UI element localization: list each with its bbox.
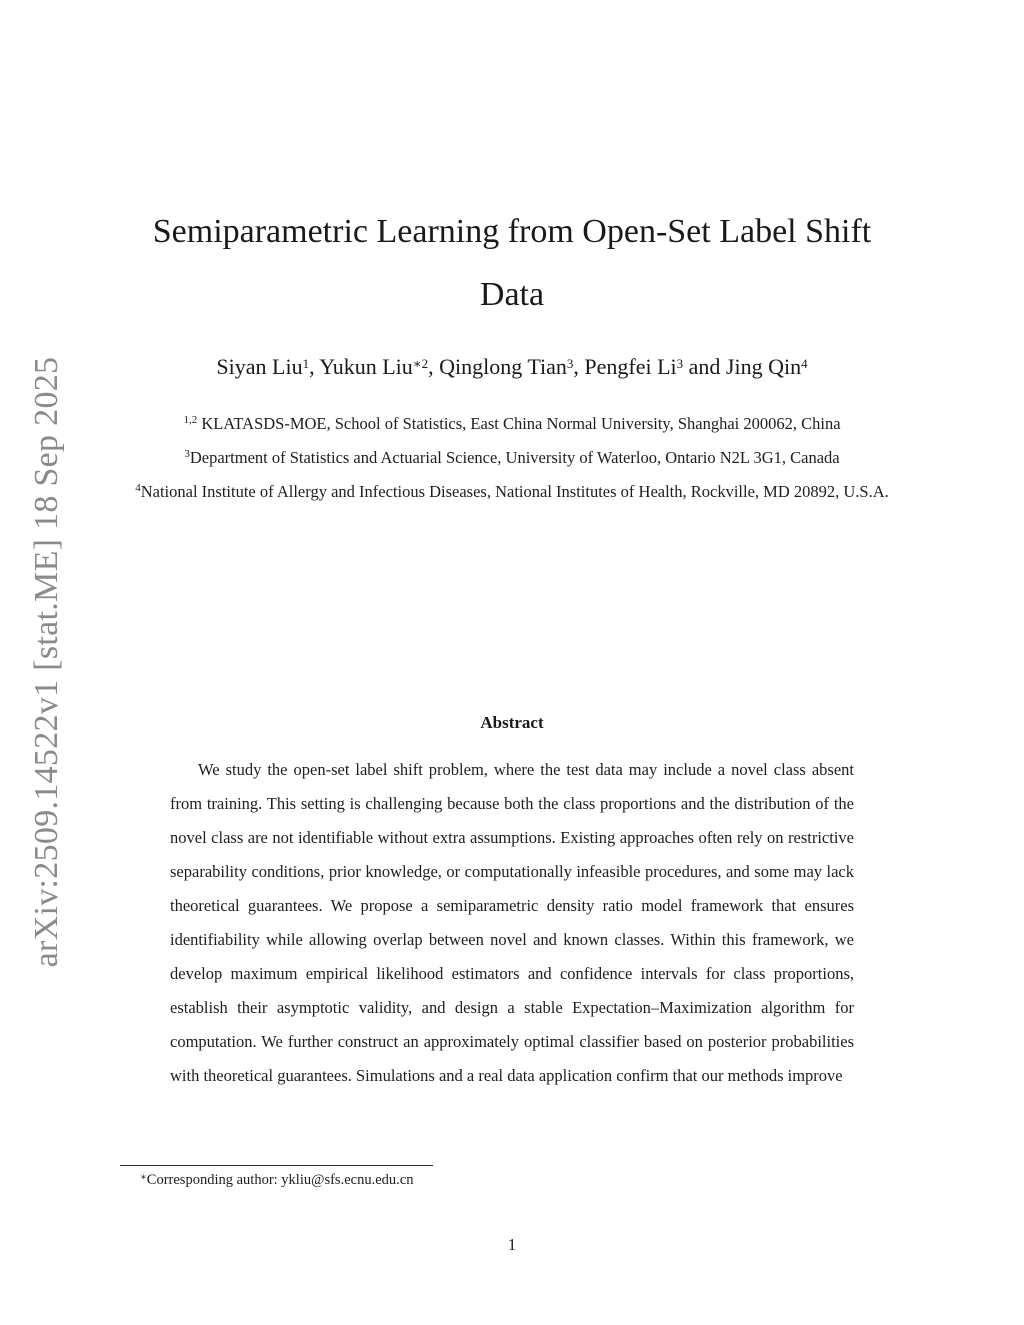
footnote-mark: ∗ — [140, 1172, 147, 1183]
author-name: Pengfei Li — [584, 354, 677, 379]
paper-title: Semiparametric Learning from Open-Set Label Shift Data — [152, 213, 872, 313]
author-list — [120, 350, 904, 384]
author-affiliation-mark: 3 — [676, 356, 684, 371]
abstract-text: We study the open-set label shift problem, where the test data may include a novel class absent from training. This setting is challenging because both the class proportions and the distribution of the novel class are not identifiable without extra assumptions. Existing approaches often rely on restrictive separability conditions, prior knowledge, or computationally infeasible procedures, and some may lack theoretical guarantees. We propose a semiparametric density ratio model framework that ensures identifiability while allowing overlap between novel and known classes. Within this framework, we develop maximum empirical likelihood estimators and confidence intervals for class proportions, establish their asymptotic validity, and design a stable Expectation–Maximization algorithm for computation. We further construct an approximately optimal classifier based on posterior probabilities with theoretical guarantees. Simulations and a real data application confirm that our methods improve — [170, 760, 854, 1085]
author-affiliation-mark: 1 — [302, 356, 310, 371]
affiliation-text: National Institute of Allergy and Infectious Diseases, National Institutes of Health, Rockville, MD 20892, U.S.A. — [140, 482, 889, 501]
author-separator: , — [428, 354, 440, 379]
corresponding-author-footnote — [140, 1170, 413, 1190]
abstract-heading: Abstract — [480, 713, 544, 732]
affiliation — [120, 475, 904, 509]
author — [319, 354, 439, 379]
author-name: Jing Qin — [725, 354, 802, 379]
author-affiliation-mark: 4 — [801, 356, 808, 371]
affiliation-text: KLATASDS-MOE, School of Statistics, East China Normal University, Shanghai 200062, China — [197, 414, 841, 433]
footnote-divider — [120, 1165, 433, 1166]
affiliation — [120, 407, 904, 441]
author-name: Siyan Liu — [216, 354, 303, 379]
page-number: 1 — [507, 1235, 517, 1254]
author — [216, 354, 319, 379]
author — [584, 354, 726, 379]
arxiv-identifier-stamp: arXiv:2509.14522v1 [stat.ME] 18 Sep 2025 — [28, 356, 65, 968]
affiliation — [120, 441, 904, 475]
author-name: Qinglong Tian — [439, 354, 567, 379]
author — [726, 354, 808, 379]
author-separator: , — [309, 354, 320, 379]
author-name: Yukun Liu — [319, 354, 413, 379]
author — [439, 354, 584, 379]
author-separator: , — [573, 354, 585, 379]
affiliation-text: Department of Statistics and Actuarial Science, University of Waterloo, Ontario N2L 3G1, Canada — [189, 448, 840, 467]
affiliation-mark: 3 — [184, 448, 190, 460]
author-separator: and — [683, 354, 726, 379]
author-affiliation-mark: ∗2 — [412, 356, 429, 371]
author-affiliation-mark: 3 — [566, 356, 574, 371]
footnote-text: Corresponding author: ykliu@sfs.ecnu.edu.cn — [146, 1172, 414, 1188]
affiliation-mark: 1,2 — [183, 414, 198, 426]
affiliation-list — [120, 407, 904, 509]
affiliation-mark: 4 — [135, 482, 141, 494]
